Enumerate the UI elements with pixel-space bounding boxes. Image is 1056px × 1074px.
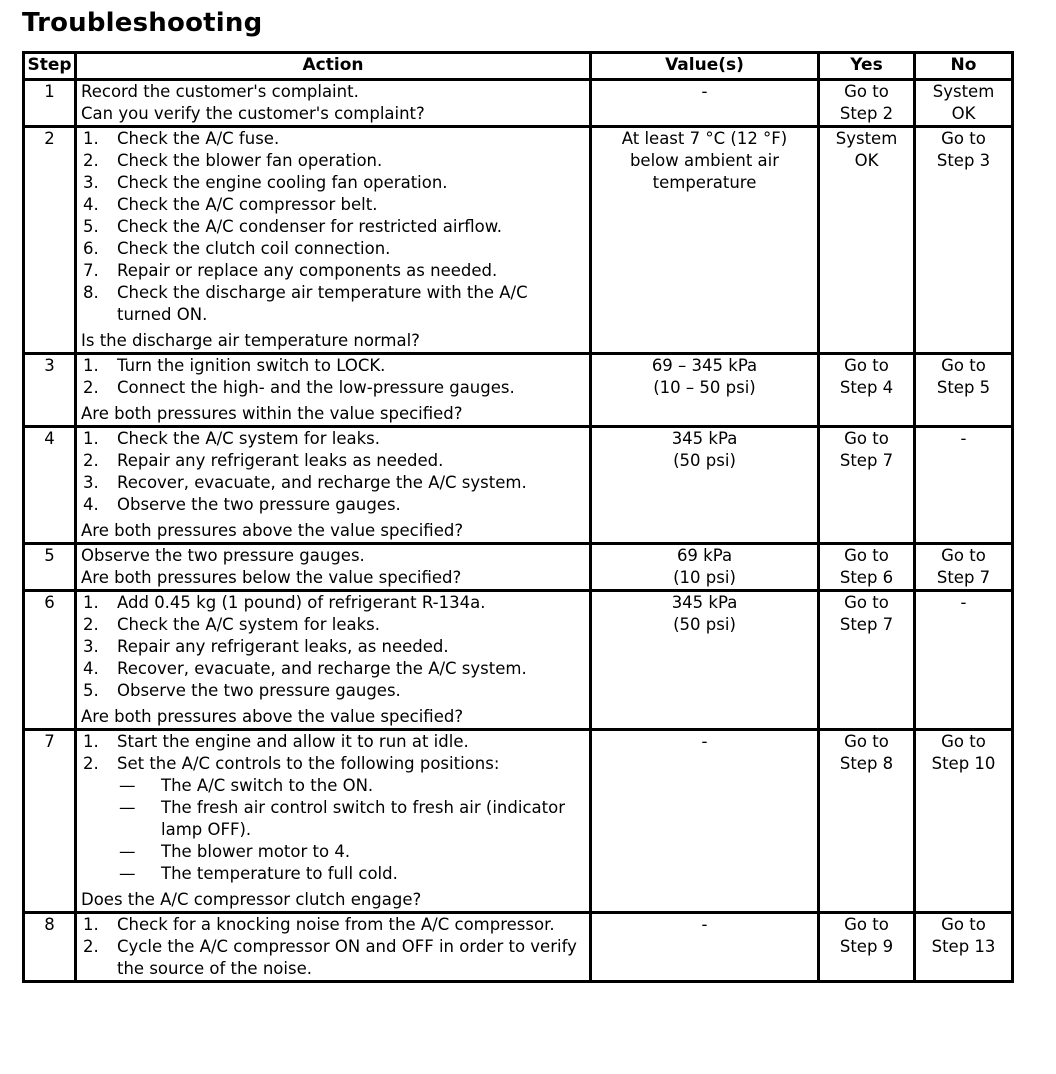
value-cell	[591, 354, 819, 427]
header-no: No	[915, 53, 1013, 80]
action-item-text: Check the blower fan operation.	[117, 151, 383, 170]
yes-line: OK	[854, 151, 879, 170]
value-line: 345 kPa	[671, 429, 738, 448]
header-value: Value(s)	[591, 53, 819, 80]
yes-line: Step 4	[839, 378, 894, 397]
action-item-number: 1.	[83, 129, 99, 148]
value-line: below ambient air	[629, 151, 780, 170]
action-cell	[76, 80, 591, 127]
yes-line: Step 8	[839, 754, 894, 773]
table-row	[24, 354, 1013, 427]
action-item	[81, 914, 585, 936]
table-row	[24, 127, 1013, 354]
no-cell	[915, 730, 1013, 913]
no-line: System	[932, 82, 995, 101]
value-cell	[591, 80, 819, 127]
dash-bullet: —	[119, 798, 136, 817]
value-line: 69 – 345 kPa	[651, 356, 758, 375]
value-cell	[591, 427, 819, 544]
action-line: Record the customer's complaint.	[81, 82, 359, 101]
action-item	[81, 680, 585, 702]
dash-bullet: —	[119, 842, 136, 861]
yes-cell	[819, 127, 915, 354]
step-number: 5	[24, 544, 76, 591]
yes-cell	[819, 80, 915, 127]
no-line: Step 10	[931, 754, 996, 773]
no-line: Go to	[941, 915, 986, 934]
action-question: Does the A/C compressor clutch engage?	[81, 890, 422, 909]
yes-line: Step 7	[839, 615, 894, 634]
action-subitem	[81, 863, 585, 885]
action-item-text: Repair or replace any components as needed.	[117, 261, 498, 280]
action-item-number: 4.	[83, 195, 99, 214]
action-item-text: Observe the two pressure gauges.	[117, 495, 401, 514]
action-item-text: Repair any refrigerant leaks, as needed.	[117, 637, 449, 656]
action-item	[81, 194, 585, 216]
action-item-text: Check the A/C condenser for restricted airflow.	[117, 217, 502, 236]
no-line: Go to	[941, 732, 986, 751]
step-number: 3	[24, 354, 76, 427]
action-item-text: Check the clutch coil connection.	[117, 239, 391, 258]
header-row	[24, 53, 1013, 80]
action-item	[81, 150, 585, 172]
yes-cell	[819, 730, 915, 913]
action-question: Is the discharge air temperature normal?	[81, 331, 420, 350]
table-row	[24, 730, 1013, 913]
action-item-number: 2.	[83, 754, 99, 773]
yes-line: Step 2	[839, 104, 894, 123]
no-line: Go to	[941, 129, 986, 148]
no-cell	[915, 427, 1013, 544]
value-line: -	[701, 915, 708, 934]
action-item	[81, 450, 585, 472]
value-cell	[591, 544, 819, 591]
action-item-number: 2.	[83, 615, 99, 634]
action-item	[81, 428, 585, 450]
action-item	[81, 658, 585, 680]
action-item-text: Observe the two pressure gauges.	[117, 681, 401, 700]
action-item-text: Connect the high- and the low-pressure gauges.	[117, 378, 515, 397]
action-item-number: 4.	[83, 495, 99, 514]
value-line: -	[701, 82, 708, 101]
table-row	[24, 913, 1013, 982]
action-item-text: Turn the ignition switch to LOCK.	[117, 356, 386, 375]
action-item	[81, 282, 585, 326]
action-item-number: 8.	[83, 283, 99, 302]
no-line: Step 13	[931, 937, 996, 956]
action-item-text: Check the A/C compressor belt.	[117, 195, 378, 214]
action-item-number: 1.	[83, 429, 99, 448]
step-number: 7	[24, 730, 76, 913]
action-item	[81, 753, 585, 775]
table-row	[24, 591, 1013, 730]
header-action: Action	[76, 53, 591, 80]
no-cell	[915, 354, 1013, 427]
action-cell	[76, 354, 591, 427]
action-item	[81, 128, 585, 150]
no-line: Step 5	[936, 378, 991, 397]
action-question: Are both pressures above the value specified?	[81, 707, 464, 726]
action-item-number: 1.	[83, 593, 99, 612]
action-subitem-text: The temperature to full cold.	[161, 864, 398, 883]
action-subitem-text: The fresh air control switch to fresh air (indicator lamp OFF).	[161, 798, 565, 839]
yes-cell	[819, 544, 915, 591]
action-item	[81, 592, 585, 614]
value-line: (10 psi)	[673, 568, 736, 587]
yes-line: Step 9	[839, 937, 894, 956]
action-item-number: 1.	[83, 732, 99, 751]
action-item-text: Check the discharge air temperature with the A/C turned ON.	[117, 283, 528, 324]
action-item-text: Cycle the A/C compressor ON and OFF in order to verify the source of the noise.	[117, 937, 577, 978]
action-line: Are both pressures below the value specified?	[81, 568, 462, 587]
yes-line: Go to	[844, 546, 889, 565]
yes-line: Go to	[844, 915, 889, 934]
no-line: Go to	[941, 356, 986, 375]
action-item	[81, 494, 585, 516]
yes-line: Step 7	[839, 451, 894, 470]
action-question: Are both pressures above the value specified?	[81, 521, 464, 540]
action-item-number: 1.	[83, 915, 99, 934]
yes-cell	[819, 427, 915, 544]
no-line: Step 7	[936, 568, 991, 587]
yes-cell	[819, 913, 915, 982]
action-item	[81, 355, 585, 377]
value-cell	[591, 913, 819, 982]
no-line: -	[960, 429, 967, 448]
action-item-number: 2.	[83, 378, 99, 397]
action-item	[81, 614, 585, 636]
value-line: (50 psi)	[673, 451, 736, 470]
action-item-text: Recover, evacuate, and recharge the A/C system.	[117, 473, 527, 492]
action-cell	[76, 730, 591, 913]
value-line: 69 kPa	[676, 546, 733, 565]
value-line: (10 – 50 psi)	[653, 378, 756, 397]
action-item	[81, 936, 585, 980]
action-item-number: 5.	[83, 681, 99, 700]
no-line: Step 3	[936, 151, 991, 170]
action-question: Are both pressures within the value specified?	[81, 404, 463, 423]
yes-cell	[819, 354, 915, 427]
no-line: -	[960, 593, 967, 612]
value-cell	[591, 730, 819, 913]
dash-bullet: —	[119, 776, 136, 795]
action-subitem	[81, 797, 585, 841]
header-yes: Yes	[819, 53, 915, 80]
action-subitem	[81, 841, 585, 863]
action-item	[81, 238, 585, 260]
action-cell	[76, 127, 591, 354]
table-row	[24, 80, 1013, 127]
action-item-text: Set the A/C controls to the following positions:	[117, 754, 500, 773]
yes-line: Go to	[844, 356, 889, 375]
action-item	[81, 472, 585, 494]
action-item-text: Check the A/C fuse.	[117, 129, 280, 148]
header-step: Step	[24, 53, 76, 80]
action-item-number: 2.	[83, 937, 99, 956]
no-cell	[915, 544, 1013, 591]
value-cell	[591, 591, 819, 730]
value-line: 345 kPa	[671, 593, 738, 612]
step-number: 1	[24, 80, 76, 127]
yes-cell	[819, 591, 915, 730]
action-item	[81, 636, 585, 658]
action-cell	[76, 427, 591, 544]
value-line: -	[701, 732, 708, 751]
troubleshooting-table	[22, 51, 1014, 983]
step-number: 8	[24, 913, 76, 982]
action-subitem-text: The A/C switch to the ON.	[161, 776, 374, 795]
value-line: (50 psi)	[673, 615, 736, 634]
value-line: temperature	[652, 173, 757, 192]
action-item-text: Check for a knocking noise from the A/C compressor.	[117, 915, 555, 934]
action-item-text: Check the A/C system for leaks.	[117, 429, 381, 448]
action-item	[81, 172, 585, 194]
action-item-number: 5.	[83, 217, 99, 236]
action-item-number: 2.	[83, 151, 99, 170]
action-subitem-text: The blower motor to 4.	[161, 842, 351, 861]
no-cell	[915, 127, 1013, 354]
action-line: Can you verify the customer's complaint?	[81, 104, 425, 123]
action-item-text: Check the A/C system for leaks.	[117, 615, 381, 634]
yes-line: Go to	[844, 732, 889, 751]
value-cell	[591, 127, 819, 354]
action-subitem	[81, 775, 585, 797]
action-line: Observe the two pressure gauges.	[81, 546, 365, 565]
action-item	[81, 260, 585, 282]
page-title: Troubleshooting	[22, 8, 263, 38]
table-row	[24, 427, 1013, 544]
yes-line: System	[835, 129, 898, 148]
action-cell	[76, 544, 591, 591]
yes-line: Go to	[844, 82, 889, 101]
yes-line: Go to	[844, 593, 889, 612]
no-cell	[915, 80, 1013, 127]
action-cell	[76, 913, 591, 982]
table-row	[24, 544, 1013, 591]
yes-line: Go to	[844, 429, 889, 448]
action-item-number: 6.	[83, 239, 99, 258]
yes-line: Step 6	[839, 568, 894, 587]
step-number: 2	[24, 127, 76, 354]
action-item-number: 4.	[83, 659, 99, 678]
action-item-number: 3.	[83, 473, 99, 492]
no-cell	[915, 591, 1013, 730]
action-item-number: 1.	[83, 356, 99, 375]
value-line: At least 7 °C (12 °F)	[621, 129, 788, 148]
no-line: Go to	[941, 546, 986, 565]
action-item-number: 3.	[83, 173, 99, 192]
action-item-text: Start the engine and allow it to run at idle.	[117, 732, 469, 751]
dash-bullet: —	[119, 864, 136, 883]
action-item-number: 2.	[83, 451, 99, 470]
action-cell	[76, 591, 591, 730]
action-item-text: Add 0.45 kg (1 pound) of refrigerant R-134a.	[117, 593, 486, 612]
no-line: OK	[951, 104, 976, 123]
action-item	[81, 377, 585, 399]
step-number: 4	[24, 427, 76, 544]
step-number: 6	[24, 591, 76, 730]
action-item-text: Check the engine cooling fan operation.	[117, 173, 448, 192]
action-item	[81, 216, 585, 238]
action-item-number: 7.	[83, 261, 99, 280]
action-item-text: Repair any refrigerant leaks as needed.	[117, 451, 444, 470]
action-item	[81, 731, 585, 753]
action-item-text: Recover, evacuate, and recharge the A/C system.	[117, 659, 527, 678]
action-item-number: 3.	[83, 637, 99, 656]
no-cell	[915, 913, 1013, 982]
